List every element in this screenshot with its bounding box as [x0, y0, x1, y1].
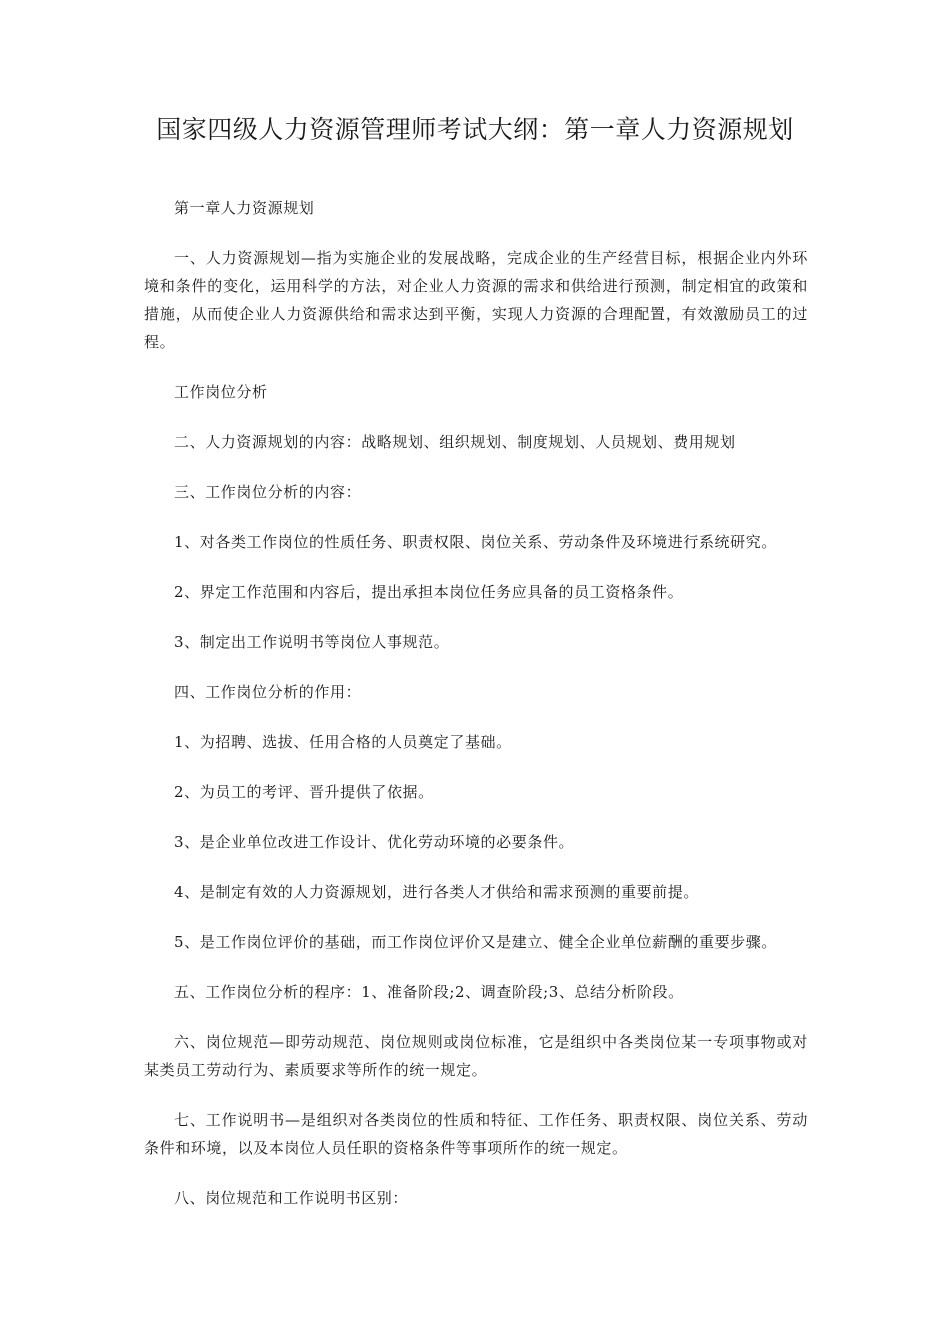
- paragraph: 1、对各类工作岗位的性质任务、职责权限、岗位关系、劳动条件及环境进行系统研究。: [174, 533, 777, 551]
- paragraph: 五、工作岗位分析的程序：1、准备阶段;2、调查阶段;3、总结分析阶段。: [174, 983, 684, 1001]
- paragraph: 2、为员工的考评、晋升提供了依据。: [174, 783, 434, 801]
- paragraph: 三、工作岗位分析的内容：: [174, 483, 362, 501]
- paragraph: 六、岗位规范—即劳动规范、岗位规则或岗位标准，它是组织中各类岗位某一专项事物或对某类员工劳动行为、素质要求等所作的统一规定。: [144, 1033, 808, 1079]
- paragraph: 四、工作岗位分析的作用：: [174, 683, 362, 701]
- document-title: 国家四级人力资源管理师考试大纲：第一章人力资源规划: [156, 115, 794, 144]
- paragraph: 八、岗位规范和工作说明书区别：: [174, 1189, 409, 1207]
- paragraph: 第一章人力资源规划: [174, 199, 315, 217]
- paragraph: 一、人力资源规划—指为实施企业的发展战略，完成企业的生产经营目标，根据企业内外环境和条件的变化，运用科学的方法，对企业人力资源的需求和供给进行预测，制定相宜的政策和措施，从而使企业人力资源供给和需求达到平衡，实现人力资源的合理配置，有效激励员工的过程。: [144, 249, 808, 351]
- paragraph: 七、工作说明书—是组织对各类岗位的性质和特征、工作任务、职责权限、岗位关系、劳动条件和环境，以及本岗位人员任职的资格条件等事项所作的统一规定。: [144, 1111, 808, 1157]
- paragraph: 1、为招聘、选拔、任用合格的人员奠定了基础。: [174, 733, 512, 751]
- paragraph: 工作岗位分析: [174, 383, 268, 401]
- paragraph: 二、人力资源规划的内容：战略规划、组织规划、制度规划、人员规划、费用规划: [174, 433, 736, 451]
- paragraph: 3、是企业单位改进工作设计、优化劳动环境的必要条件。: [174, 833, 575, 851]
- paragraph: 3、制定出工作说明书等岗位人事规范。: [174, 633, 450, 651]
- document-body: [144, 194, 808, 1212]
- paragraph: 5、是工作岗位评价的基础，而工作岗位评价又是建立、健全企业单位薪酬的重要步骤。: [174, 933, 777, 951]
- paragraph: 4、是制定有效的人力资源规划，进行各类人才供给和需求预测的重要前提。: [174, 883, 699, 901]
- paragraph: 2、界定工作范围和内容后，提出承担本岗位任务应具备的员工资格条件。: [174, 583, 684, 601]
